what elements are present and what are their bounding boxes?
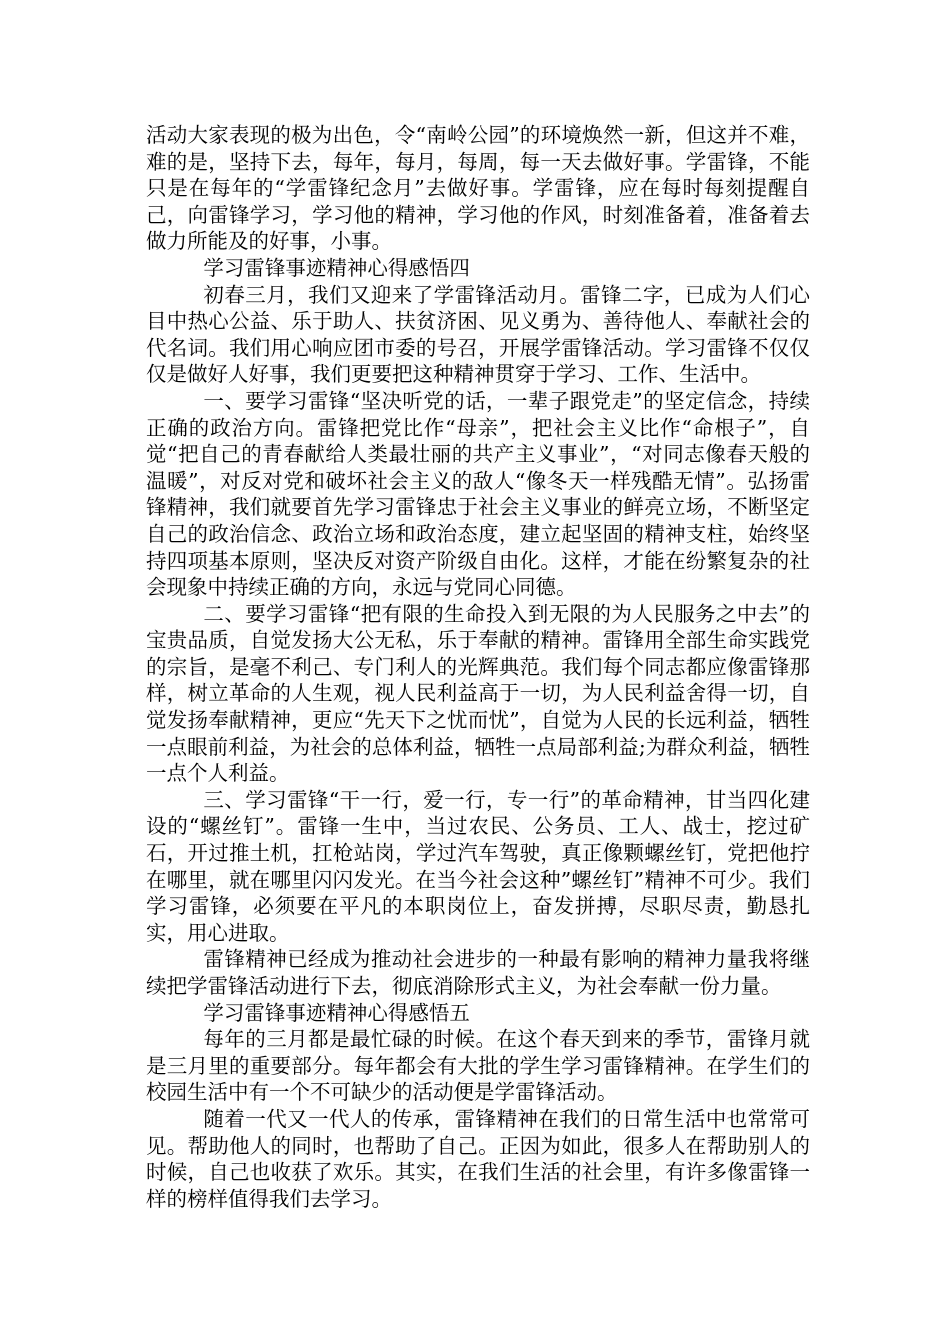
paragraph-intro-5: 每年的三月都是最忙碌的时候。在这个春天到来的季节，雷锋月就是三月里的重要部分。每年都会有大批的学生学习雷锋精神。在学生们的校园生活中有一个不可缺少的活动便是学雷锋活动。 — [146, 1027, 810, 1105]
paragraph-point-3: 三、学习雷锋“干一行，爱一行，专一行”的革命精神，甘当四化建设的“螺丝钉”。雷锋一生中，当过农民、公务员、工人、战士，挖过矿石，开过推土机，扛枪站岗，学过汽车驾驶，真正像颗螺丝钉，党把他拧在哪里，就在哪里闪闪发光。在当今社会这种”螺丝钉”精神不可少。我们学习雷锋，必须要在平凡的本职岗位上，奋发拼搏，尽职尽责，勤恳扎实，用心进取。 — [146, 787, 810, 945]
paragraph-intro-4: 初春三月，我们又迎来了学雷锋活动月。雷锋二字，已成为人们心目中热心公益、乐于助人、扶贫济困、见义勇为、善待他人、奉献社会的代名词。我们用心响应团市委的号召，开展学雷锋活动。学习雷锋不仅仅仅是做好人好事，我们更要把这种精神贯穿于学习、工作、生活中。 — [146, 282, 810, 387]
section-heading-4: 学习雷锋事迹精神心得感悟四 — [203, 255, 470, 280]
section-heading-5: 学习雷锋事迹精神心得感悟五 — [203, 1000, 470, 1025]
paragraph-continuation: 活动大家表现的极为出色，令“南岭公园”的环境焕然一新，但这并不难，难的是，坚持下去，每年，每月，每周，每一天去做好事。学雷锋，不能只是在每年的“学雷锋纪念月”去做好事。学雷锋，应在每时每刻提醒自己，向雷锋学习，学习他的精神，学习他的作风，时刻准备着，准备着去做力所能及的好事，小事。 — [146, 123, 810, 254]
paragraph-point-1: 一、要学习雷锋“坚决听党的话，一辈子跟党走”的坚定信念，持续正确的政治方向。雷锋把党比作“母亲”，把社会主义比作“命根子”，自觉“把自己的青春献给人类最壮丽的共产主义事业”，“对同志像春天般的温暖”，对反对党和破坏社会主义的敌人“像冬天一样残酷无情”。弘扬雷锋精神，我们就要首先学习雷锋忠于社会主义事业的鲜亮立场，不断坚定自己的政治信念、政治立场和政治态度，建立起坚固的精神支柱，始终坚持四项基本原则，坚决反对资产阶级自由化。这样，才能在纷繁复杂的社会现象中持续正确的方向，永远与党同心同德。 — [146, 388, 810, 600]
paragraph-conclusion-4: 雷锋精神已经成为推动社会进步的一种最有影响的精神力量我将继续把学雷锋活动进行下去，彻底消除形式主义，为社会奉献一份力量。 — [146, 947, 810, 998]
paragraph-body-5: 随着一代又一代人的传承，雷锋精神在我们的日常生活中也常常可见。帮助他人的同时，也帮助了自己。正因为如此，很多人在帮助别人的时候，自己也收获了欢乐。其实，在我们生活的社会里，有许多像雷锋一样的榜样值得我们去学习。 — [146, 1106, 810, 1211]
document-body — [146, 122, 810, 1212]
paragraph-point-2: 二、要学习雷锋“把有限的生命投入到无限的为人民服务之中去”的宝贵品质，自觉发扬大公无私，乐于奉献的精神。雷锋用全部生命实践党的宗旨，是毫不利己、专门利人的光辉典范。我们每个同志都应像雷锋那样，树立革命的人生观，视人民利益高于一切，为人民利益舍得一切，自觉发扬奉献精神，更应“先天下之忧而忧”，自觉为人民的长远利益，牺牲一点眼前利益，为社会的总体利益，牺牲一点局部利益;为群众利益，牺牲一点个人利益。 — [146, 601, 810, 786]
